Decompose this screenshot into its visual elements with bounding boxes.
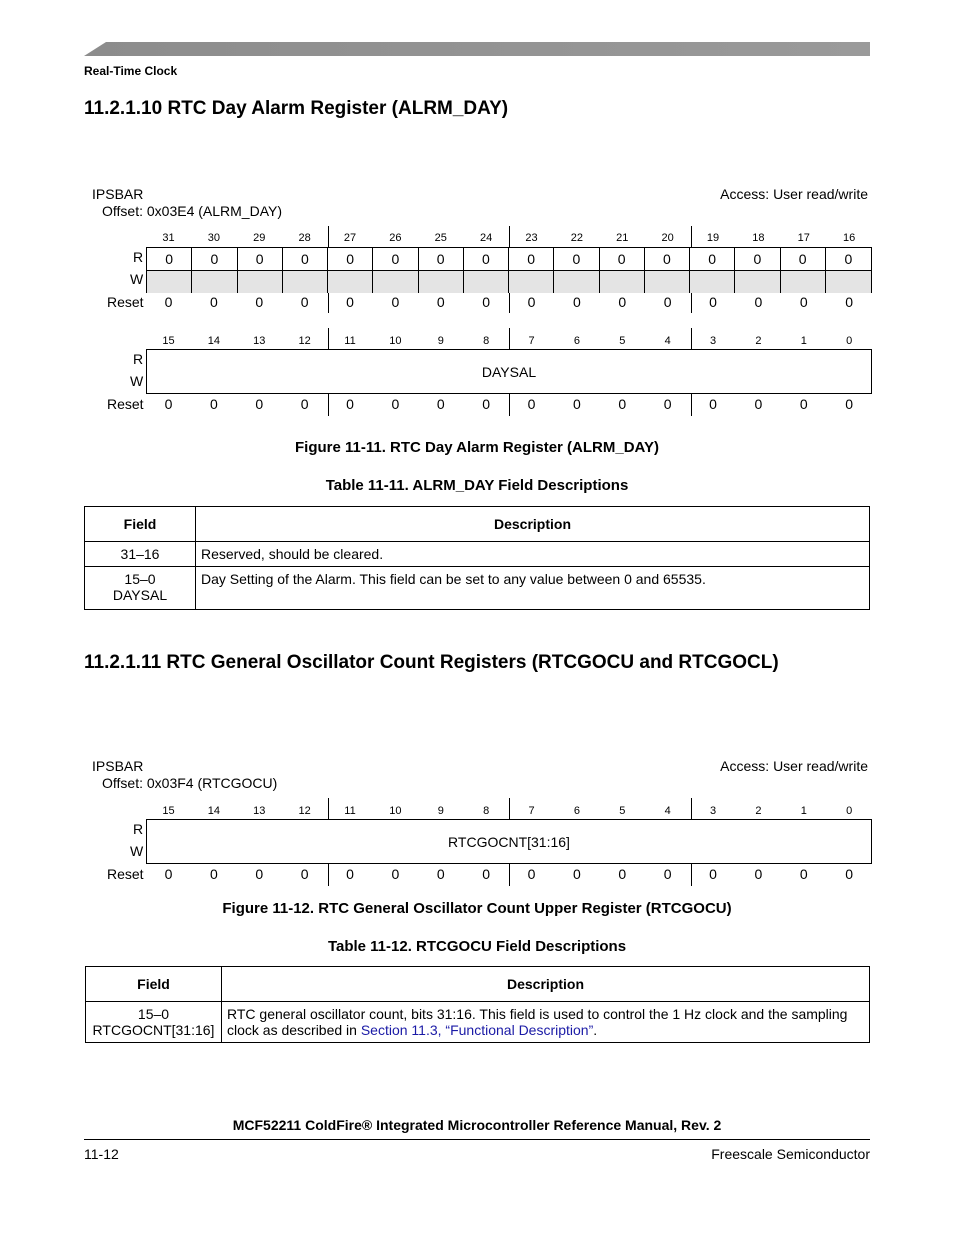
- bit-number: 4: [664, 335, 671, 347]
- write-bit-cell: [328, 271, 373, 293]
- nibble-divider: [328, 226, 329, 247]
- write-row-upper: [147, 271, 871, 293]
- nibble-divider: [328, 293, 329, 313]
- nibble-divider: [509, 226, 510, 247]
- reset-value: 0: [482, 396, 491, 412]
- description-cell: RTC general oscillator count, bits 31:16. This field is used to control the 1 Hz clock and the sampling clock as described in Section 11.3, “Functional Description”.: [222, 1002, 870, 1043]
- nibble-divider: [328, 394, 329, 416]
- read-bit-cell: 0: [735, 248, 780, 270]
- read-bit-cell: 0: [238, 248, 283, 270]
- section-heading-rtcgoc: 11.2.1.11 RTC General Oscillator Count Registers (RTCGOCU and RTCGOCL): [84, 652, 779, 673]
- figure-caption-11-11: Figure 11-11. RTC Day Alarm Register (ALRM_DAY): [295, 439, 659, 456]
- reset-value: 0: [618, 866, 627, 882]
- bit-number: 9: [437, 805, 444, 817]
- read-bit-cell: 0: [464, 248, 509, 270]
- write-bit-cell: [419, 271, 464, 293]
- reset-value: 0: [709, 294, 717, 310]
- bit-number: 11: [344, 805, 356, 817]
- ipsbar-label: IPSBAR: [92, 758, 144, 774]
- bit-number: 21: [616, 232, 629, 244]
- field-cell: 15–0 RTCGOCNT[31:16]: [86, 1002, 222, 1043]
- reset-value: 0: [527, 866, 536, 882]
- reset-value: 0: [845, 866, 854, 882]
- reset-value: 0: [572, 396, 581, 412]
- description-cell: Reserved, should be cleared.: [196, 542, 870, 567]
- col-field: Field: [86, 967, 222, 1002]
- nibble-divider: [691, 864, 692, 886]
- read-bit-cell: 0: [844, 251, 853, 267]
- read-bit-cell: 0: [373, 248, 418, 270]
- reset-value: 0: [391, 294, 400, 310]
- field-cell: 15–0 DAYSAL: [85, 567, 196, 610]
- reset-value: 0: [709, 866, 717, 882]
- description-cell: Day Setting of the Alarm. This field can be set to any value between 0 and 65535.: [196, 567, 870, 610]
- field-cell: 31–16: [85, 542, 196, 567]
- reset-value: 0: [346, 866, 354, 882]
- reset-value: 0: [436, 294, 445, 310]
- reset-value: 0: [754, 866, 763, 882]
- bit-number: 23: [525, 232, 538, 244]
- col-description: Description: [222, 967, 870, 1002]
- nibble-divider: [328, 864, 329, 886]
- write-bit-cell: [192, 271, 237, 293]
- ipsbar-label: IPSBAR: [92, 186, 144, 202]
- reset-value: 0: [300, 396, 309, 412]
- bit-number: 15: [162, 335, 175, 347]
- header-bar: [84, 42, 870, 56]
- nibble-divider: [691, 293, 692, 313]
- nibble-divider: [691, 394, 692, 416]
- register-box-rtcgocu: [146, 819, 872, 864]
- write-bit-cell: [781, 271, 826, 293]
- reset-value: 0: [209, 866, 218, 882]
- reset-value: 0: [164, 866, 173, 882]
- reset-value: 0: [663, 866, 672, 882]
- table-row: [85, 542, 870, 567]
- col-description: Description: [196, 507, 870, 542]
- reset-value: 0: [845, 396, 854, 412]
- table-row: [86, 1002, 870, 1043]
- write-bit-cell: [464, 271, 509, 293]
- read-bit-cell: 0: [419, 248, 464, 270]
- read-row-upper: [147, 248, 871, 271]
- bit-number: 5: [619, 335, 626, 347]
- offset-label: Offset: 0x03F4 (RTCGOCU): [102, 775, 278, 791]
- reset-value: 0: [164, 396, 173, 412]
- field-rtcgocnt: RTCGOCNT[31:16]: [448, 833, 570, 850]
- bit-number: 7: [528, 335, 535, 347]
- reset-value: 0: [255, 396, 264, 412]
- bit-number: 13: [253, 805, 266, 817]
- write-bit-cell: [283, 271, 328, 293]
- nibble-divider: [509, 864, 510, 886]
- read-bit-cell: 0: [690, 248, 735, 270]
- reset-value: 0: [436, 396, 445, 412]
- reset-value: 0: [164, 294, 173, 310]
- write-bit-cell: [147, 271, 192, 293]
- bit-number: 25: [434, 232, 447, 244]
- reset-value: 0: [209, 396, 218, 412]
- nibble-divider: [691, 226, 692, 247]
- label-r: R: [133, 351, 144, 367]
- label-r: R: [133, 249, 144, 265]
- reset-value: 0: [255, 294, 264, 310]
- reset-value: 0: [709, 396, 717, 412]
- bit-number: 7: [528, 805, 535, 817]
- bit-number: 8: [483, 335, 490, 347]
- reset-value: 0: [663, 294, 672, 310]
- read-bit-cell: 0: [554, 248, 599, 270]
- write-bit-cell: [238, 271, 283, 293]
- register-box-daysal: [146, 349, 872, 394]
- table-row: [85, 567, 870, 610]
- reset-value: 0: [209, 294, 218, 310]
- reset-value: 0: [572, 866, 581, 882]
- field-table-alrm-day: [84, 506, 870, 610]
- write-bit-cell: [373, 271, 418, 293]
- reset-value: 0: [618, 294, 627, 310]
- bit-number: 10: [389, 805, 402, 817]
- footer-rule: [84, 1139, 870, 1140]
- read-bit-cell: 0: [781, 248, 826, 270]
- read-bit-cell: 0: [147, 248, 192, 270]
- write-bit-cell: [645, 271, 690, 293]
- nibble-divider: [509, 798, 510, 819]
- reset-value: 0: [618, 396, 627, 412]
- write-bit-cell: [509, 271, 554, 293]
- bit-number: 30: [207, 232, 220, 244]
- bit-number: 0: [846, 335, 853, 347]
- bit-number: 27: [343, 232, 357, 244]
- offset-label: Offset: 0x03E4 (ALRM_DAY): [102, 203, 282, 219]
- nibble-divider: [691, 798, 692, 819]
- nibble-divider: [328, 798, 329, 819]
- write-bit-cell: [826, 271, 871, 293]
- bit-number: 14: [207, 335, 220, 347]
- running-head: Real-Time Clock: [84, 64, 178, 78]
- label-w: W: [130, 271, 144, 287]
- bit-number: 5: [619, 805, 626, 817]
- bit-number: 6: [573, 805, 580, 817]
- bit-number: 3: [709, 335, 717, 347]
- write-bit-cell: [600, 271, 645, 293]
- bit-number: 31: [162, 232, 175, 244]
- label-w: W: [130, 373, 144, 389]
- write-bit-cell: [735, 271, 780, 293]
- bit-number: 13: [253, 335, 266, 347]
- label-reset: Reset: [107, 294, 144, 310]
- bit-number: 9: [437, 335, 444, 347]
- bit-number: 2: [755, 335, 762, 347]
- nibble-divider: [509, 293, 510, 313]
- reset-value: 0: [572, 294, 581, 310]
- reset-value: 0: [436, 866, 445, 882]
- read-bit-cell: 0: [283, 248, 328, 270]
- nibble-divider: [328, 328, 329, 349]
- bit-number: 11: [344, 335, 356, 347]
- read-bit-cell: 0: [509, 248, 554, 270]
- read-bit-cell: 0: [600, 248, 645, 270]
- access-label: Access: User read/write: [720, 758, 868, 774]
- reset-value: 0: [527, 396, 536, 412]
- bit-number: 15: [162, 805, 175, 817]
- reset-value: 0: [391, 866, 400, 882]
- footer-company: Freescale Semiconductor: [711, 1146, 870, 1162]
- bit-number: 1: [800, 335, 807, 347]
- label-w: W: [130, 843, 144, 859]
- reset-value: 0: [799, 866, 808, 882]
- bit-number: 0: [846, 805, 853, 817]
- read-bit-cell: 0: [645, 248, 690, 270]
- label-reset: Reset: [107, 866, 144, 882]
- page-number: 11-12: [84, 1146, 119, 1162]
- reset-value: 0: [482, 294, 491, 310]
- bit-number: 24: [480, 232, 493, 244]
- bit-number: 29: [253, 232, 266, 244]
- nibble-divider: [509, 394, 510, 416]
- bit-number: 19: [706, 232, 720, 244]
- bit-number: 18: [752, 232, 765, 244]
- table-caption-11-11: Table 11-11. ALRM_DAY Field Descriptions: [325, 477, 629, 494]
- reset-value: 0: [255, 866, 264, 882]
- register-box-upper: [146, 247, 872, 293]
- bit-number: 26: [389, 232, 402, 244]
- functional-description-link[interactable]: Section 11.3, “Functional Description”: [360, 1022, 594, 1038]
- label-reset: Reset: [107, 396, 144, 412]
- bit-number: 10: [389, 335, 402, 347]
- label-r: R: [133, 821, 144, 837]
- nibble-divider: [691, 328, 692, 349]
- table-caption-11-12: Table 11-12. RTCGOCU Field Descriptions: [327, 938, 627, 955]
- bit-number: 16: [843, 232, 856, 244]
- field-table-rtcgocu: [85, 966, 870, 1043]
- write-bit-cell: [690, 271, 735, 293]
- bit-number: 2: [755, 805, 762, 817]
- footer-title: MCF52211 ColdFire® Integrated Microcontroller Reference Manual, Rev. 2: [232, 1117, 722, 1133]
- bit-number: 12: [298, 805, 311, 817]
- bit-number: 22: [570, 232, 583, 244]
- reset-value: 0: [754, 396, 763, 412]
- reset-value: 0: [799, 294, 808, 310]
- reset-value: 0: [346, 396, 354, 412]
- reset-value: 0: [799, 396, 808, 412]
- bit-number: 6: [573, 335, 580, 347]
- bit-number: 4: [664, 805, 671, 817]
- reset-value: 0: [663, 396, 672, 412]
- bit-number: 14: [207, 805, 220, 817]
- nibble-divider: [509, 328, 510, 349]
- reset-value: 0: [346, 294, 354, 310]
- reset-value: 0: [845, 294, 854, 310]
- bit-number: 1: [800, 805, 807, 817]
- reset-value: 0: [754, 294, 763, 310]
- bit-number: 12: [298, 335, 311, 347]
- reset-value: 0: [300, 866, 309, 882]
- read-bit-cell: 0: [328, 248, 373, 270]
- section-heading-alrm-day: 11.2.1.10 RTC Day Alarm Register (ALRM_DAY): [84, 98, 509, 119]
- field-daysal: DAYSAL: [481, 363, 537, 380]
- bit-number: 8: [483, 805, 490, 817]
- read-bit-cell: 0: [192, 248, 237, 270]
- reset-value: 0: [482, 866, 491, 882]
- reset-value: 0: [300, 294, 309, 310]
- access-label: Access: User read/write: [720, 186, 868, 202]
- reset-value: 0: [527, 294, 536, 310]
- bit-number: 3: [709, 805, 717, 817]
- figure-caption-11-12: Figure 11-12. RTC General Oscillator Count Upper Register (RTCGOCU): [222, 900, 732, 917]
- bit-number: 17: [797, 232, 810, 244]
- col-field: Field: [85, 507, 196, 542]
- bit-number: 28: [298, 232, 311, 244]
- bit-number: 20: [661, 232, 674, 244]
- reset-value: 0: [391, 396, 400, 412]
- write-bit-cell: [554, 271, 599, 293]
